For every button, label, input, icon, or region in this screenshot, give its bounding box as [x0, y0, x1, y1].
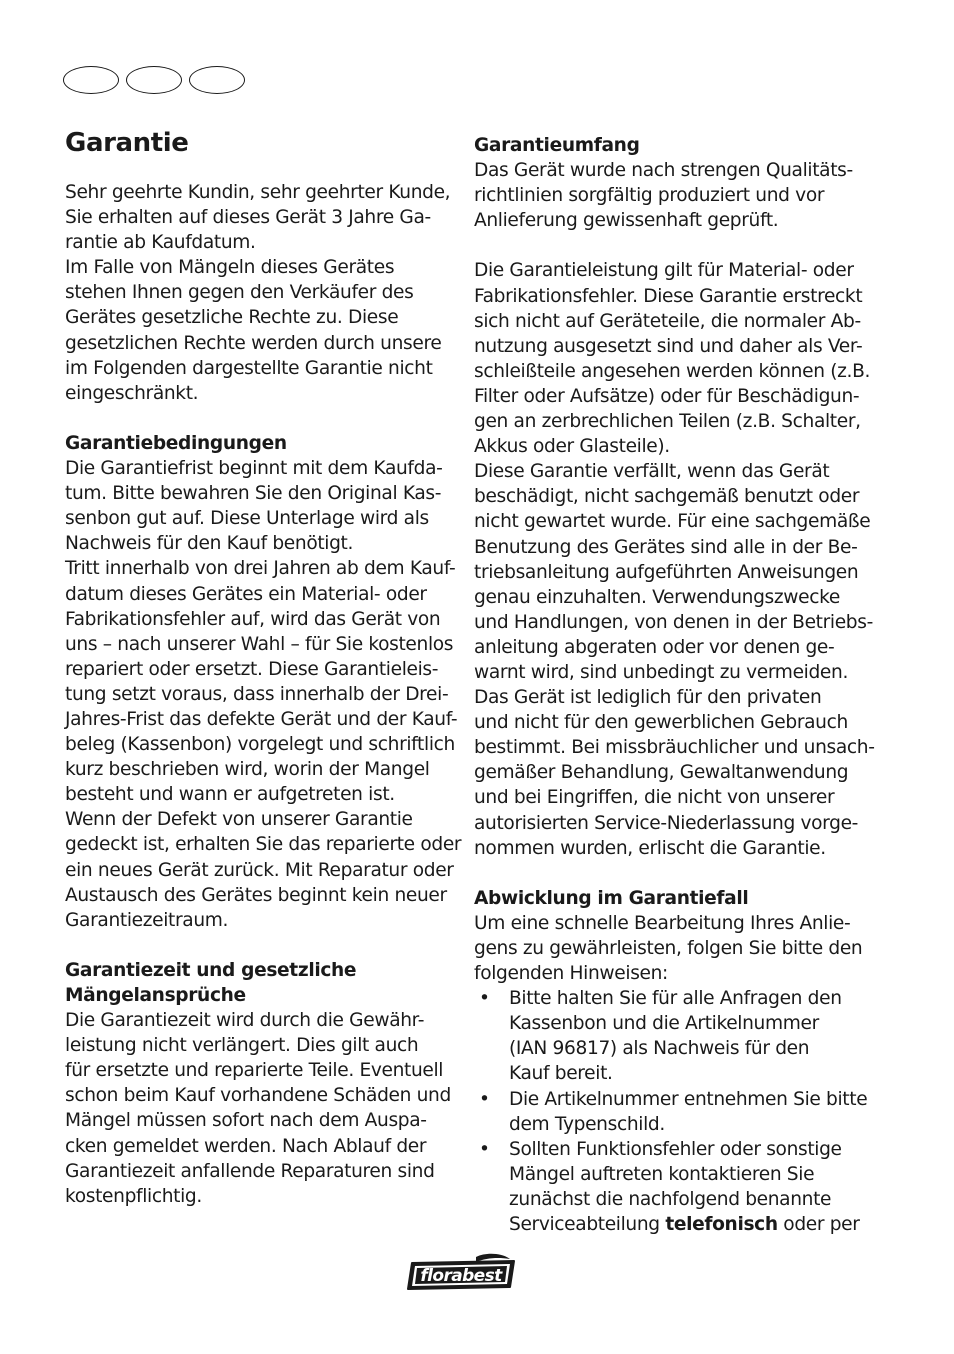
text-line: datum dieses Gerätes ein Material- oder: [65, 583, 427, 605]
right-column: [474, 133, 875, 1237]
paragraph-gap: [65, 406, 455, 431]
text-line: und Handlungen, von denen in der Betriebs-: [474, 611, 873, 633]
text-line: richtlinien sorgfältig produziert und vor: [474, 185, 825, 207]
text-line: [509, 1212, 864, 1237]
text-line: gens zu gewährleisten, folgen Sie bitte den: [474, 938, 863, 959]
text-line: kurz beschrieben wird, worin der Mangel: [65, 759, 430, 781]
list-item: [474, 1137, 864, 1237]
text-line: Anlieferung gewissenhaft geprüft.: [474, 210, 779, 232]
language-oval-2: [126, 66, 182, 94]
text-line: Die Garantieleistung gilt für Material- oder: [474, 260, 854, 282]
text-line: kostenpflichtig.: [65, 1185, 202, 1207]
text-line: Das Gerät ist lediglich für den privaten: [474, 687, 822, 709]
text-line: gesetzlichen Rechte werden durch unsere: [65, 332, 442, 354]
bullet-icon: •: [479, 1138, 490, 1160]
text-line: schleißteile angesehen werden können (z.B.: [474, 360, 871, 382]
text-line: Mängel müssen sofort nach dem Auspa-: [65, 1110, 427, 1132]
florabest-logo: [406, 1253, 518, 1291]
text-line: Diese Garantie verfällt, wenn das Gerät: [474, 461, 830, 483]
text-line: beleg (Kassenbon) vorgelegt und schriftlich: [65, 734, 455, 756]
text-line: Sehr geehrte Kundin, sehr geehrter Kunde,: [65, 182, 451, 203]
text-line: warnt wird, sind unbedingt zu vermeiden.: [474, 661, 849, 683]
text-line: Kauf bereit.: [509, 1063, 613, 1085]
text-line: autorisierten Service-Niederlassung vorge-: [474, 812, 859, 834]
text-line: repariert oder ersetzt. Diese Garantieleis-: [65, 658, 439, 680]
text-line: nicht gewartet wurde. Für eine sachgemäße: [474, 511, 871, 533]
page-title: Garantie: [65, 128, 189, 158]
text-line: Bitte halten Sie für alle Anfragen den: [509, 988, 842, 1010]
paragraph-gap: [65, 933, 455, 958]
text-line: Tritt innerhalb von drei Jahren ab dem Kauf-: [65, 558, 456, 580]
text-line: rantie ab Kaufdatum.: [65, 232, 256, 254]
list-item-text: [509, 1137, 864, 1237]
list-item: [474, 986, 864, 1086]
text-line: ein neues Gerät zurück. Mit Reparatur oder: [65, 859, 454, 881]
text-segment: Serviceabteilung: [509, 1214, 666, 1236]
text-line: und nicht für den gewerblichen Gebrauch: [474, 712, 848, 734]
text-line: Mängel auftreten kontaktieren Sie: [509, 1163, 815, 1185]
text-line: cken gemeldet werden. Nach Ablauf der: [65, 1135, 427, 1157]
text-line: gemäßer Behandlung, Gewaltanwendung: [474, 762, 849, 784]
paragraph-gap: [474, 861, 864, 886]
text-line: anleitung abgeraten oder vor denen ge-: [474, 636, 835, 658]
text-line: Die Artikelnummer entnehmen Sie bitte: [509, 1088, 868, 1110]
text-line: Filter oder Aufsätze) oder für Beschädigun-: [474, 385, 860, 407]
text-line: (IAN 96817) als Nachweis für den: [509, 1038, 810, 1060]
section-heading: Garantieumfang: [474, 135, 640, 156]
bullet-icon: •: [479, 988, 490, 1010]
text-line: Fabrikationsfehler auf, wird das Gerät von: [65, 608, 441, 630]
text-line: Nachweis für den Kauf benötigt.: [65, 533, 354, 555]
text-line: nommen wurden, erlischt die Garantie.: [474, 837, 826, 859]
text-line: gedeckt ist, erhalten Sie das reparierte oder: [65, 834, 462, 856]
text-line: Garantiezeitraum.: [65, 909, 229, 931]
text-line: Jahres-Frist das defekte Gerät und der Kauf-: [65, 708, 458, 730]
text-line: Austausch des Gerätes beginnt kein neuer: [65, 884, 447, 906]
bullet-icon: •: [479, 1088, 490, 1110]
text-line: Wenn der Defekt von unserer Garantie: [65, 809, 413, 831]
text-line: senbon gut auf. Diese Unterlage wird als: [65, 508, 429, 530]
text-line: Garantiezeit anfallende Reparaturen sind: [65, 1160, 435, 1182]
logo-text: florabest: [420, 1266, 502, 1286]
text-line: Sie erhalten auf dieses Gerät 3 Jahre Ga-: [65, 207, 431, 229]
text-line: Benutzung des Gerätes sind alle in der Be-: [474, 536, 858, 558]
text-line: dem Typenschild.: [509, 1113, 665, 1135]
text-line: sich nicht auf Geräteteile, die normaler Ab-: [474, 310, 861, 332]
text-line: triebsanleitung aufgeführten Anweisungen: [474, 561, 859, 583]
text-line: Fabrikationsfehler. Diese Garantie erstreckt: [474, 285, 863, 307]
text-line: Kassenbon und die Artikelnummer: [509, 1013, 819, 1035]
text-line: Das Gerät wurde nach strengen Qualitäts-: [474, 160, 853, 182]
section-heading: Mängelansprüche: [65, 985, 246, 1006]
paragraph-gap: [474, 233, 864, 258]
text-line: Akkus oder Glasteile).: [474, 436, 670, 458]
text-line: im Folgenden dargestellte Garantie nicht: [65, 357, 433, 379]
text-line: uns – nach unserer Wahl – für Sie kostenlos: [65, 633, 454, 655]
text-line: folgenden Hinweisen:: [474, 963, 668, 985]
text-line: Im Falle von Mängeln dieses Gerätes: [65, 257, 395, 279]
section-heading: Abwicklung im Garantiefall: [474, 887, 749, 909]
text-line: zunächst die nachfolgend benannte: [509, 1188, 832, 1210]
text-line: bestimmt. Bei missbräuchlicher und unsach-: [474, 737, 875, 759]
list-item-text: [509, 1087, 868, 1137]
text-line: tum. Bitte bewahren Sie den Original Kas-: [65, 483, 442, 505]
text-line: stehen Ihnen gegen den Verkäufer des: [65, 282, 414, 304]
text-line: und bei Eingriffen, die nicht von unserer: [474, 787, 835, 809]
language-oval-1: [63, 66, 119, 94]
left-column: [65, 180, 462, 1209]
text-line: Gerätes gesetzliche Rechte zu. Diese: [65, 307, 399, 329]
text-line: für ersetzte und reparierte Teile. Eventuell: [65, 1060, 444, 1082]
text-line: schon beim Kauf vorhandene Schäden und: [65, 1085, 451, 1107]
section-heading: Garantiezeit und gesetzliche: [65, 959, 357, 981]
text-line: beschädigt, nicht sachgemäß benutzt oder: [474, 486, 860, 508]
text-line: gen an zerbrechlichen Teilen (z.B. Schalter,: [474, 411, 861, 433]
text-line: Die Garantiefrist beginnt mit dem Kaufda-: [65, 458, 443, 480]
text-line: leistung nicht verlängert. Dies gilt auch: [65, 1035, 419, 1057]
emphasis-telefonisch: telefonisch: [665, 1214, 778, 1236]
section-heading: Garantiebedingungen: [65, 432, 287, 454]
text-line: tung setzt voraus, dass innerhalb der Drei-: [65, 683, 449, 705]
text-line: Sollten Funktionsfehler oder sonstige: [509, 1138, 842, 1160]
text-line: Die Garantiezeit wird durch die Gewähr-: [65, 1010, 425, 1032]
text-line: besteht und wann er aufgetreten ist.: [65, 784, 395, 806]
text-line: Um eine schnelle Bearbeitung Ihres Anlie-: [474, 912, 851, 934]
language-oval-3: [189, 66, 245, 94]
text-segment: oder per: [777, 1214, 860, 1236]
text-line: genau einzuhalten. Verwendungszwecke: [474, 586, 840, 608]
text-line: nutzung ausgesetzt sind und daher als Ver-: [474, 335, 863, 357]
text-line: eingeschränkt.: [65, 382, 199, 404]
list-item: [474, 1087, 868, 1137]
list-item-text: [509, 986, 864, 1086]
language-indicator: [63, 66, 245, 94]
